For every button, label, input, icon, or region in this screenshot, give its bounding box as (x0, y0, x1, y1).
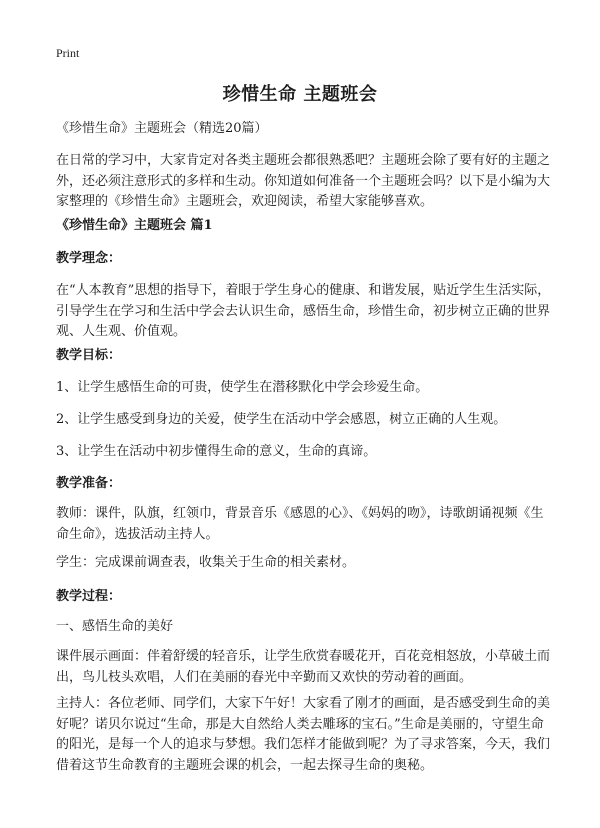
process-step-1: 一、感悟生命的美好 (56, 619, 174, 634)
process-heading: 教学过程： (56, 589, 122, 604)
process-host-paragraph: 主持人：各位老师、同学们，大家下午好！大家看了刚才的画面，是否感受到生命的美好呢？诺贝尔说过“生命，那是大自然给人类去雕琢的宝石。”生命是美丽的，守望生命的阳光，是每一个人的追求与梦想。我们怎样才能做到呢？为了寻求答案，今天，我们借着这节生命教育的主题班会课的机会，一起去探寻生命的奥秘。 (56, 696, 551, 773)
concept-paragraph: 在“人本教育”思想的指导下，着眼于学生身心的健康、和谐发展，贴近学生生活实际，引导学生在学习和生活中学会去认识生命，感悟生命，珍惜生命，初步树立正确的世界观、人生观、价值观。 (56, 283, 551, 339)
goal-item-1: 1、让学生感悟生命的可贵，使学生在潜移默化中学会珍爱生命。 (56, 380, 429, 395)
goal-item-2: 2、让学生感受到身边的关爱，使学生在活动中学会感恩，树立正确的人生观。 (56, 412, 507, 427)
page-title: 珍惜生命 主题班会 (222, 84, 378, 105)
concept-heading: 教学理念： (56, 251, 122, 266)
prep-student-paragraph: 学生：完成课前调查表，收集关于生命的相关素材。 (56, 555, 356, 570)
intro-paragraph: 在日常的学习中，大家肯定对各类主题班会都很熟悉吧？主题班会除了要有好的主题之外，还必须注意形式的多样和生动。你知道如何准备一个主题班会吗？以下是小编为大家整理的《珍惜生命》主题班会，欢迎阅读，希望大家能够喜欢。 (56, 153, 551, 209)
print-link[interactable]: Print (56, 46, 80, 60)
goal-item-3: 3、让学生在活动中初步懂得生命的意义，生命的真谛。 (56, 444, 377, 459)
section-title: 《珍惜生命》主题班会 篇1 (56, 218, 213, 233)
prep-teacher-paragraph: 教师：课件，队旗，红领巾，背景音乐《感恩的心》、《妈妈的吻》，诗歌朗诵视频《生命生命》，选拔活动主持人。 (56, 506, 544, 542)
prep-heading: 教学准备： (56, 476, 122, 491)
process-courseware-paragraph: 课件展示画面：伴着舒缓的轻音乐，让学生欣赏春暖花开，百花竞相怒放，小草破土而出，鸟儿枝头欢唱，人们在美丽的春光中辛勤而又欢快的劳动着的画面。 (56, 649, 551, 685)
goals-heading: 教学目标： (56, 348, 122, 363)
subtitle: 《珍惜生命》主题班会（精选20篇） (56, 121, 268, 136)
